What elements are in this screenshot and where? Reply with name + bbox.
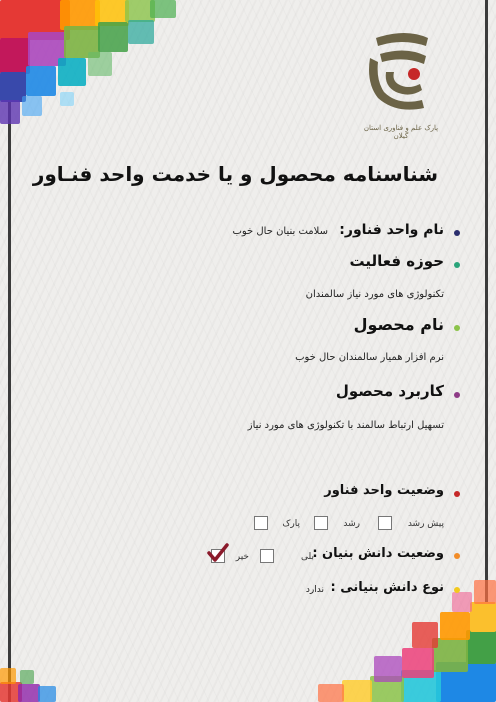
option-park-label: پارک bbox=[282, 519, 300, 529]
top-left-decoration bbox=[0, 0, 200, 130]
option-pre-incubation-label: پیش رشد bbox=[407, 519, 444, 529]
knowledge-type-bullet bbox=[454, 587, 460, 593]
science-park-logo bbox=[366, 28, 438, 138]
knowledge-type-label: نوع دانش بنیانی : bbox=[330, 580, 444, 595]
unit-name-bullet bbox=[454, 230, 460, 236]
product-name-value: نرم افزار همیار سالمندان حال خوب bbox=[295, 352, 444, 363]
unit-status-label: وضعیت واحد فناور bbox=[324, 483, 444, 498]
unit-status-bullet bbox=[454, 491, 460, 497]
option-incubation-label: رشد bbox=[343, 519, 360, 529]
knowledge-type-value: ندارد bbox=[305, 585, 324, 595]
field-value: تکنولوژی های مورد نیاز سالمندان bbox=[305, 289, 444, 300]
knowledge-status-bullet bbox=[454, 553, 460, 559]
option-pre-incubation-checkbox[interactable] bbox=[378, 516, 392, 530]
field-bullet bbox=[454, 262, 460, 268]
bottom-left-decoration bbox=[0, 642, 80, 702]
product-name-label: نام محصول bbox=[353, 315, 444, 334]
usage-bullet bbox=[454, 392, 460, 398]
unit-name-label: نام واحد فناور: bbox=[339, 222, 444, 238]
option-yes-checkbox[interactable] bbox=[260, 549, 274, 563]
logo-caption: پارک علم و فناوری استان گیلان bbox=[363, 124, 439, 140]
option-no-label: خیر bbox=[235, 552, 249, 562]
unit-name-value: سلامت بنیان حال خوب bbox=[232, 226, 328, 237]
option-park-checkbox[interactable] bbox=[254, 516, 268, 530]
option-incubation-checkbox[interactable] bbox=[314, 516, 328, 530]
checkmark-icon bbox=[206, 542, 230, 564]
option-yes-label: بلی bbox=[301, 552, 314, 562]
usage-label: کاربرد محصول bbox=[335, 382, 444, 400]
knowledge-status-label: وضعیت دانش بنیان : bbox=[312, 546, 444, 561]
page-title: شناسنامه محصول و یا خدمت واحد فنـاور bbox=[32, 162, 438, 186]
usage-value: تسهیل ارتباط سالمند با تکنولوژی های مورد نیاز bbox=[247, 420, 444, 431]
field-label: حوزه فعالیت bbox=[349, 252, 444, 270]
product-name-bullet bbox=[454, 325, 460, 331]
